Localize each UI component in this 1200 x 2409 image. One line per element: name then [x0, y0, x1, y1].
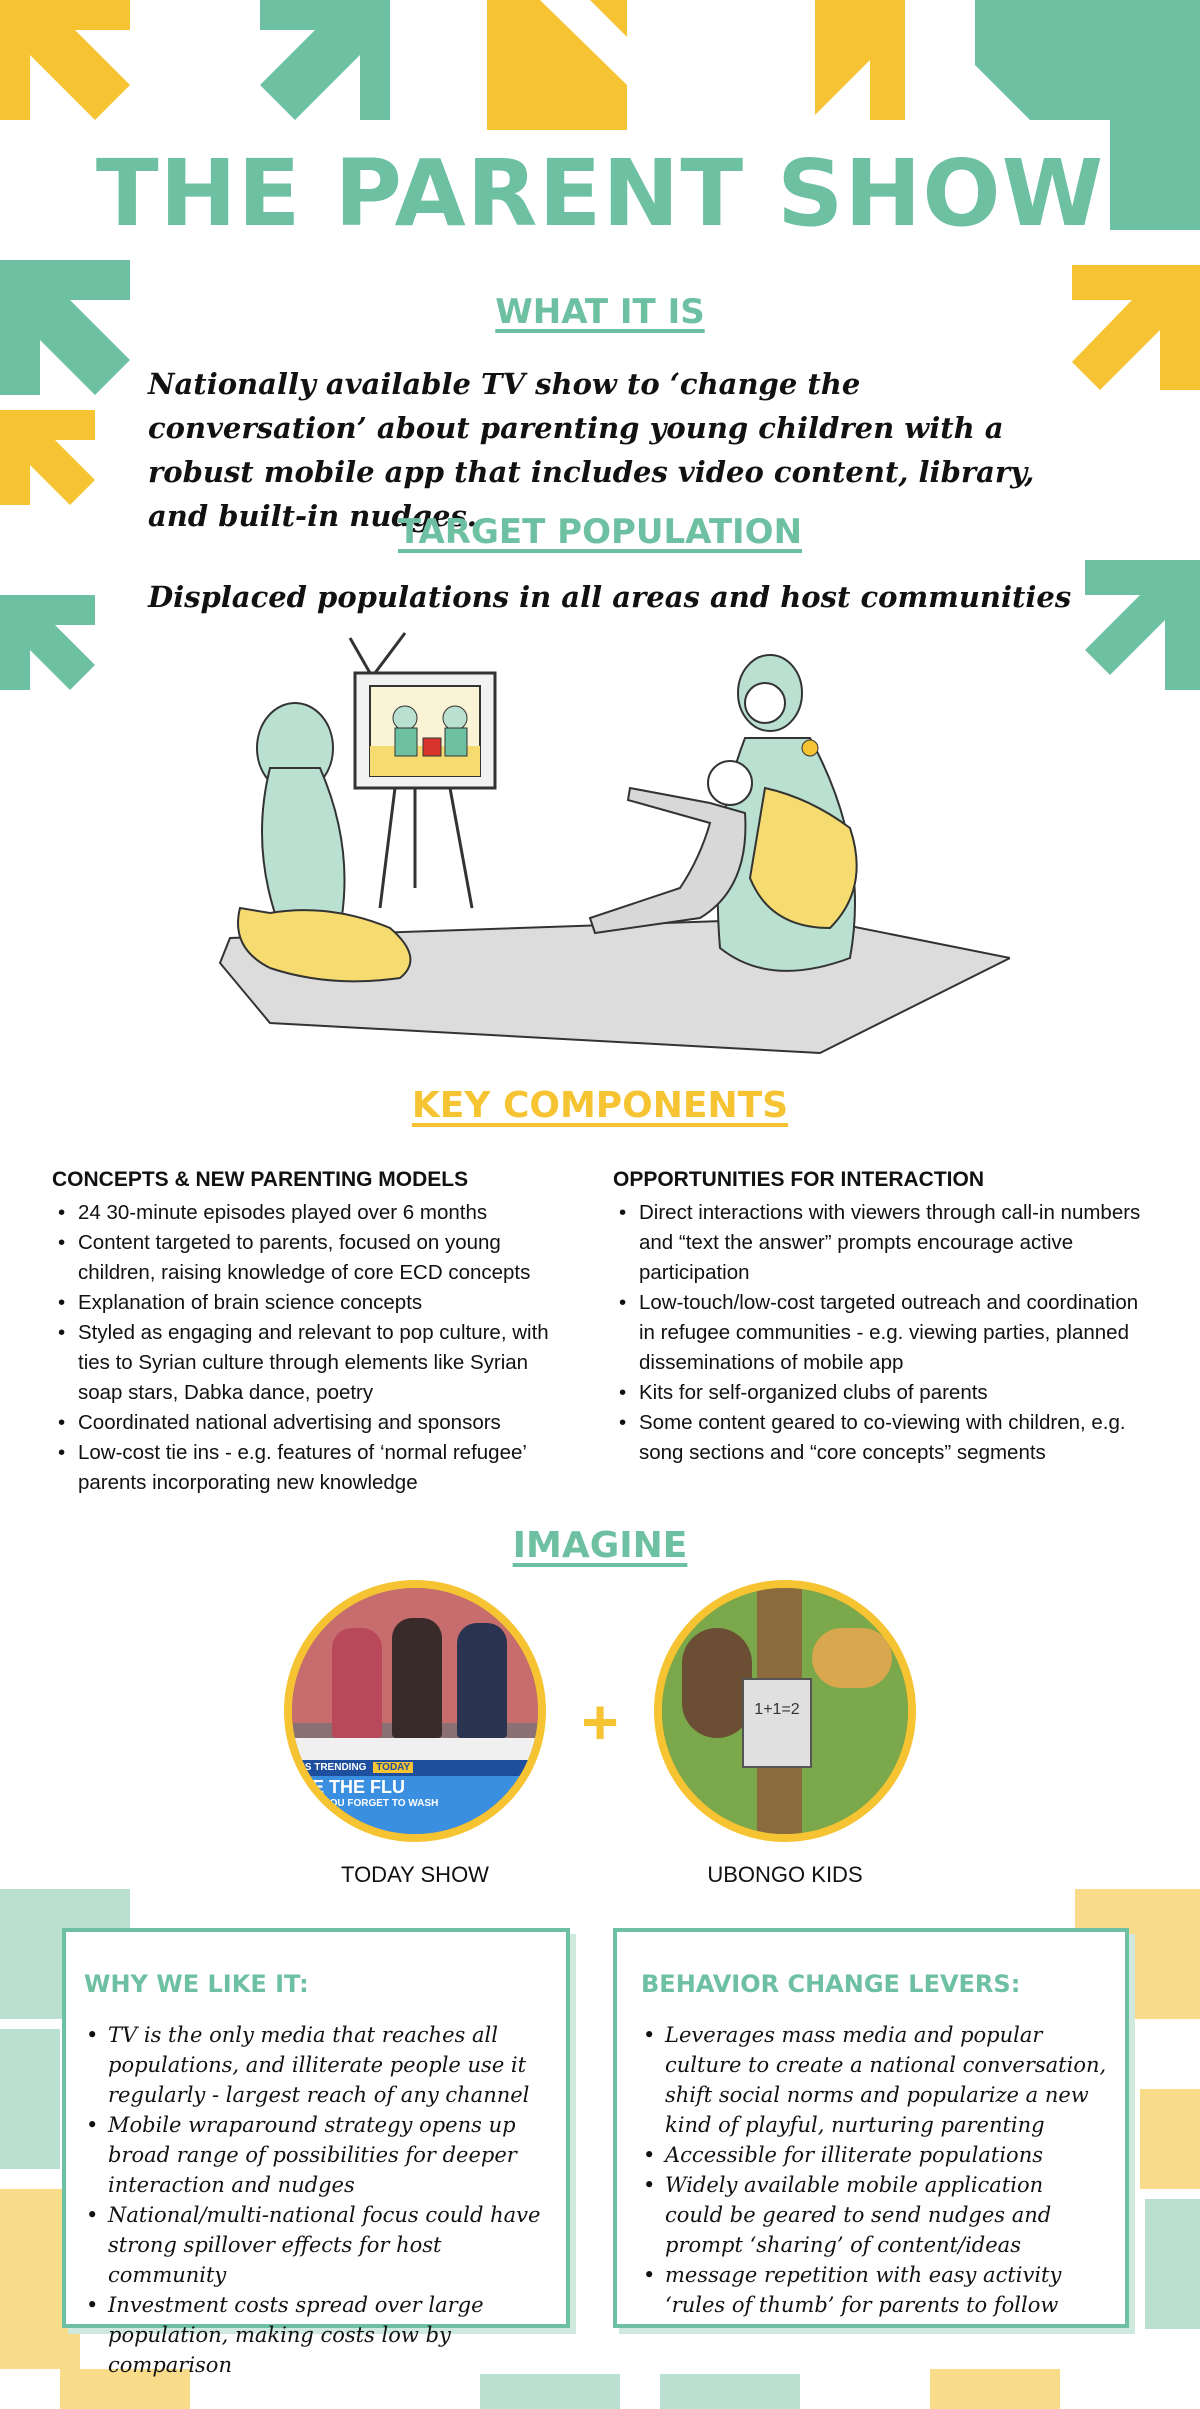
- concepts-column: [52, 1168, 572, 1498]
- what-it-is-text: Nationally available TV show to ‘change the conversation’ about parenting young children with a robust mobile app that includes video content, library, and built-in nudges.: [148, 367, 1035, 533]
- list-item: • Some content geared to co-viewing with children, e.g. song sections and “core concepts” segments: [613, 1408, 1153, 1468]
- what-it-is-heading: WHAT IT IS: [495, 292, 705, 332]
- why-we-like-it-title: WHY WE LIKE IT:: [84, 1970, 309, 1998]
- list-item: • National/multi-national focus could have strong spillover effects for host community: [84, 2200, 548, 2290]
- list-item: • Low-cost tie ins - e.g. features of ‘normal refugee’ parents incorporating new knowledge: [52, 1438, 572, 1498]
- list-item: • Direct interactions with viewers through call-in numbers and “text the answer” prompts encourage active participation: [613, 1198, 1153, 1288]
- behavior-change-title: BEHAVIOR CHANGE LEVERS:: [641, 1970, 1021, 1998]
- today-show-image: [284, 1580, 546, 1842]
- concepts-title: CONCEPTS & NEW PARENTING MODELS: [52, 1168, 469, 1191]
- behavior-change-list: [641, 2020, 1107, 2320]
- imagine-heading: IMAGINE: [512, 1525, 688, 1566]
- family-watching-tv-illustration: [210, 628, 1010, 1068]
- behavior-change-box: [613, 1928, 1129, 2328]
- today-banner-main: E THE FLU: [312, 1777, 405, 1797]
- today-banner-sub: M YOU FORGET TO WASH: [312, 1798, 439, 1809]
- target-population-heading: TARGET POPULATION: [397, 512, 803, 552]
- ubongo-kids-image: [654, 1580, 916, 1842]
- list-item: • Content targeted to parents, focused on young children, raising knowledge of core ECD concepts: [52, 1228, 572, 1288]
- list-item: • Widely available mobile application could be geared to send nudges and prompt ‘sharing’ of content/ideas: [641, 2170, 1107, 2260]
- interaction-title: OPPORTUNITIES FOR INTERACTION: [613, 1168, 985, 1191]
- list-item: • Explanation of brain science concepts: [52, 1288, 572, 1318]
- why-we-like-it-list: [84, 2020, 548, 2380]
- why-we-like-it-box: [62, 1928, 570, 2377]
- list-item: • Low-touch/low-cost targeted outreach and coordination in refugee communities - e.g. viewing parties, planned disseminations of mobile app: [613, 1288, 1153, 1378]
- list-item: • Mobile wraparound strategy opens up broad range of possibilities for deeper interaction and nudges: [84, 2110, 548, 2200]
- today-banner-tag: TODAY: [373, 1762, 413, 1773]
- list-item: • Coordinated national advertising and sponsors: [52, 1408, 572, 1438]
- ubongo-sign: 1+1=2: [742, 1678, 812, 1768]
- list-item: • Investment costs spread over large population, making costs low by comparison: [84, 2290, 548, 2380]
- interaction-list: [613, 1198, 1153, 1468]
- ubongo-kids-label: UBONGO KIDS: [707, 1862, 863, 1887]
- target-population-text: Displaced populations in all areas and host communities: [148, 580, 1072, 614]
- list-item: • Accessible for illiterate populations: [641, 2140, 1107, 2170]
- interaction-column: [613, 1168, 1153, 1468]
- list-item: • message repetition with easy activity ‘rules of thumb’ for parents to follow: [641, 2260, 1107, 2320]
- concepts-list: [52, 1198, 572, 1498]
- today-banner-top: ’S TRENDING: [302, 1762, 367, 1773]
- page-title: THE PARENT SHOW: [95, 140, 1105, 247]
- list-item: • Leverages mass media and popular culture to create a national conversation, shift social norms and popularize a new kind of playful, nurturing parenting: [641, 2020, 1107, 2140]
- plus-sign: +: [581, 1686, 619, 1758]
- list-item: • Styled as engaging and relevant to pop culture, with ties to Syrian culture through elements like Syrian soap stars, Dabka dance, poetry: [52, 1318, 572, 1408]
- list-item: • TV is the only media that reaches all populations, and illiterate people use it regularly - largest reach of any channel: [84, 2020, 548, 2110]
- today-show-label: TODAY SHOW: [341, 1862, 489, 1887]
- list-item: • Kits for self-organized clubs of parents: [613, 1378, 1153, 1408]
- key-components-heading: KEY COMPONENTS: [411, 1085, 789, 1126]
- list-item: • 24 30-minute episodes played over 6 months: [52, 1198, 572, 1228]
